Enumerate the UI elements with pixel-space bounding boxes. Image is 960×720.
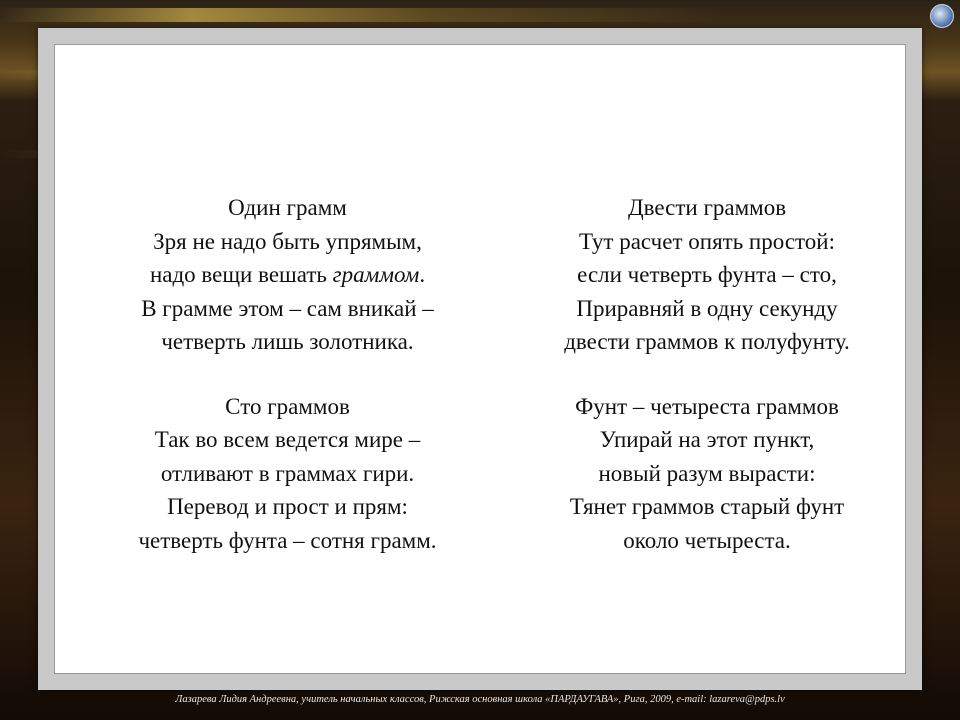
left-poem-column [95,191,480,588]
poem-line: Приравняй в одну секунду [576,295,838,321]
poem-line: отливают в граммах гири. [160,460,415,486]
poem-line: Перевод и прост и прям: [167,494,408,519]
poem-line: В грамме этом – сам вникай – [141,295,434,321]
poem-line: около четыреста. [623,527,791,553]
author-footer: Лазарева Лидия Андреевна, учитель начальных классов, Рижская основная школа «ПАРДАУГАВА», Рига, 2009, e-mail: lazareva@pdps.lv [175,694,785,705]
stanza-two-hundred-grams [517,191,897,359]
stanza-title: Сто граммов [225,393,350,419]
slide-content [54,44,906,674]
stanza-title: Фунт – четыреста граммов [575,393,839,419]
poem-line: Тянет граммов старый фунт [569,494,845,519]
stanza-one-gram [95,191,480,359]
poem-line: четверть фунта – сотня грамм. [138,527,437,553]
poem-line: если четверть фунта – сто, [577,262,837,287]
poem-line: Тут расчет опять простой: [579,228,835,254]
right-poem-column [517,191,897,588]
poem-line: надо вещи вешать граммом. [149,262,426,287]
poem-line: Так во всем ведется мире – [154,427,421,452]
background-streak [0,8,960,22]
italic-word: граммом [332,262,420,287]
globe-logo-icon [930,4,954,28]
stanza-title: Двести граммов [627,195,787,220]
poem-line: двести граммов к полуфунту. [564,329,850,354]
poem-line: новый разум вырасти: [598,460,816,486]
stanza-hundred-grams [95,390,480,558]
stanza-title: Один грамм [228,195,347,220]
poem-line: четверть лишь золотника. [161,329,414,354]
poem-line: Зря не надо быть упрямым, [153,228,422,254]
stanza-pound [517,390,897,558]
poem-line: Упирай на этот пункт, [599,427,815,452]
slide-frame [38,28,922,690]
